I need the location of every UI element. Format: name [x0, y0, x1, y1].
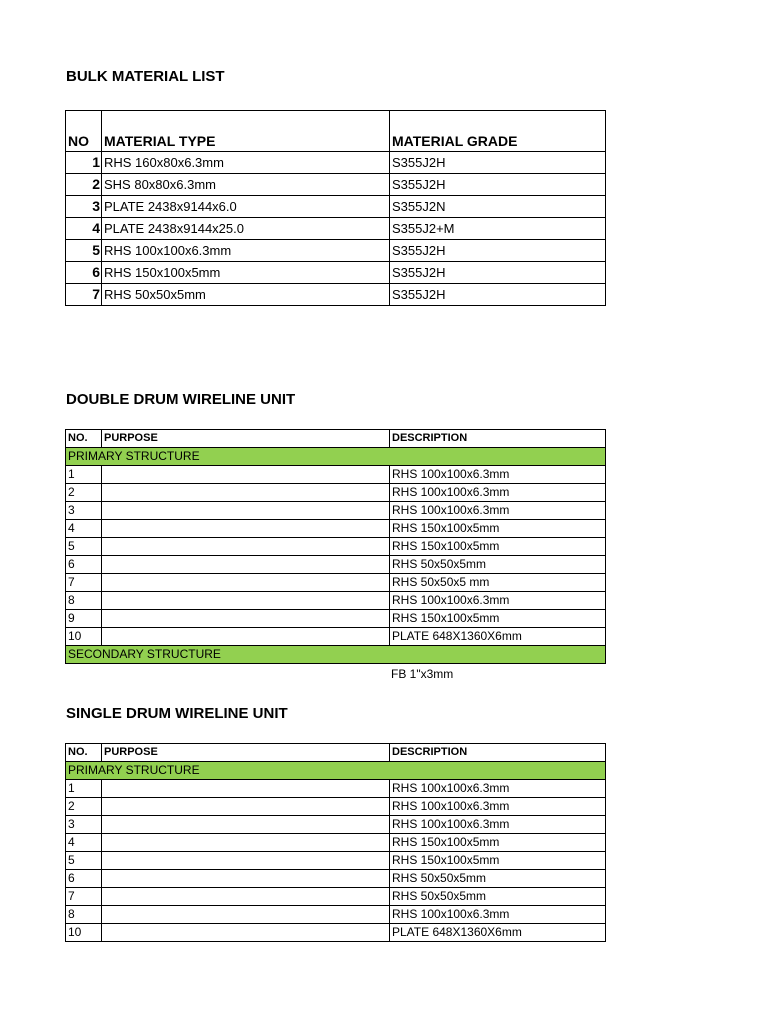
table-row: [66, 240, 606, 262]
row-number: 7: [66, 284, 102, 306]
table-row: [66, 888, 606, 906]
row-number: 2: [66, 484, 102, 502]
purpose-cell: [102, 484, 390, 502]
single-header-row: [66, 744, 606, 762]
material-grade-cell: S355J2+M: [390, 218, 606, 240]
row-number: 9: [66, 610, 102, 628]
row-number: 5: [66, 240, 102, 262]
description-cell: RHS 150x100x5mm: [390, 520, 606, 538]
description-cell: PLATE 648X1360X6mm: [390, 628, 606, 646]
row-number: 1: [66, 466, 102, 484]
row-number: 8: [66, 906, 102, 924]
header-purpose: PURPOSE: [102, 430, 390, 448]
purpose-cell: [102, 538, 390, 556]
purpose-cell: [102, 592, 390, 610]
material-type-cell: RHS 100x100x6.3mm: [102, 240, 390, 262]
section-row-primary: [66, 762, 606, 780]
table-row: [66, 152, 606, 174]
row-number: 7: [66, 888, 102, 906]
purpose-cell: [102, 574, 390, 592]
description-cell: RHS 50x50x5mm: [390, 888, 606, 906]
section-row-secondary: [66, 646, 606, 664]
row-number: 8: [66, 592, 102, 610]
primary-structure-label: PRIMARY STRUCTURE: [66, 762, 606, 780]
material-type-cell: RHS 150x100x5mm: [102, 262, 390, 284]
table-row: [66, 628, 606, 646]
single-drum-title: SINGLE DRUM WIRELINE UNIT: [66, 705, 288, 722]
row-number: 5: [66, 538, 102, 556]
description-cell: RHS 50x50x5mm: [390, 556, 606, 574]
purpose-cell: [102, 798, 390, 816]
row-number: 1: [66, 152, 102, 174]
description-cell: RHS 150x100x5mm: [390, 538, 606, 556]
row-number: 4: [66, 520, 102, 538]
material-grade-cell: S355J2H: [390, 262, 606, 284]
header-no: NO: [66, 111, 102, 152]
table-row: [66, 466, 606, 484]
purpose-cell: [102, 556, 390, 574]
table-row: [66, 174, 606, 196]
purpose-cell: [102, 924, 390, 942]
secondary-structure-label: SECONDARY STRUCTURE: [66, 646, 606, 664]
row-number: 4: [66, 218, 102, 240]
material-type-cell: RHS 50x50x5mm: [102, 284, 390, 306]
material-type-cell: SHS 80x80x6.3mm: [102, 174, 390, 196]
header-no: NO.: [66, 744, 102, 762]
purpose-cell: [102, 816, 390, 834]
description-cell: RHS 100x100x6.3mm: [390, 780, 606, 798]
description-cell: RHS 100x100x6.3mm: [390, 466, 606, 484]
purpose-cell: [102, 906, 390, 924]
description-cell: RHS 100x100x6.3mm: [390, 592, 606, 610]
purpose-cell: [102, 888, 390, 906]
row-number: 6: [66, 262, 102, 284]
material-grade-cell: S355J2H: [390, 152, 606, 174]
description-cell: RHS 50x50x5mm: [390, 870, 606, 888]
material-grade-cell: S355J2N: [390, 196, 606, 218]
purpose-cell: [102, 610, 390, 628]
material-grade-cell: S355J2H: [390, 174, 606, 196]
double-header-row: [66, 430, 606, 448]
header-description: DESCRIPTION: [390, 430, 606, 448]
table-row: [66, 816, 606, 834]
single-drum-table: [65, 743, 606, 942]
primary-structure-label: PRIMARY STRUCTURE: [66, 448, 606, 466]
table-row: [66, 196, 606, 218]
description-cell: RHS 100x100x6.3mm: [390, 816, 606, 834]
material-type-cell: PLATE 2438x9144x6.0: [102, 196, 390, 218]
row-number: 3: [66, 502, 102, 520]
row-number: 4: [66, 834, 102, 852]
row-number: 6: [66, 870, 102, 888]
description-cell: RHS 100x100x6.3mm: [390, 502, 606, 520]
row-number: 7: [66, 574, 102, 592]
section-row-primary: [66, 448, 606, 466]
description-cell: RHS 100x100x6.3mm: [390, 906, 606, 924]
purpose-cell: [102, 520, 390, 538]
bulk-header-row: [66, 111, 606, 152]
material-grade-cell: S355J2H: [390, 240, 606, 262]
row-number: 10: [66, 924, 102, 942]
table-row: [66, 574, 606, 592]
table-row: [66, 798, 606, 816]
material-grade-cell: S355J2H: [390, 284, 606, 306]
table-row: [66, 870, 606, 888]
secondary-item: FB 1"x3mm: [391, 667, 454, 681]
bulk-material-title: BULK MATERIAL LIST: [66, 68, 225, 85]
table-row: [66, 484, 606, 502]
table-row: [66, 834, 606, 852]
description-cell: RHS 100x100x6.3mm: [390, 484, 606, 502]
table-row: [66, 284, 606, 306]
row-number: 3: [66, 196, 102, 218]
material-type-cell: PLATE 2438x9144x25.0: [102, 218, 390, 240]
table-row: [66, 502, 606, 520]
material-type-cell: RHS 160x80x6.3mm: [102, 152, 390, 174]
table-row: [66, 556, 606, 574]
header-description: DESCRIPTION: [390, 744, 606, 762]
description-cell: PLATE 648X1360X6mm: [390, 924, 606, 942]
header-purpose: PURPOSE: [102, 744, 390, 762]
purpose-cell: [102, 780, 390, 798]
bulk-material-table: [65, 110, 606, 306]
description-cell: RHS 50x50x5 mm: [390, 574, 606, 592]
table-row: [66, 262, 606, 284]
double-drum-title: DOUBLE DRUM WIRELINE UNIT: [66, 391, 296, 408]
row-number: 2: [66, 798, 102, 816]
purpose-cell: [102, 466, 390, 484]
description-cell: RHS 150x100x5mm: [390, 610, 606, 628]
purpose-cell: [102, 834, 390, 852]
description-cell: RHS 100x100x6.3mm: [390, 798, 606, 816]
table-row: [66, 852, 606, 870]
purpose-cell: [102, 870, 390, 888]
table-row: [66, 538, 606, 556]
table-row: [66, 592, 606, 610]
row-number: 5: [66, 852, 102, 870]
row-number: 2: [66, 174, 102, 196]
table-row: [66, 218, 606, 240]
description-cell: RHS 150x100x5mm: [390, 834, 606, 852]
row-number: 1: [66, 780, 102, 798]
purpose-cell: [102, 628, 390, 646]
table-row: [66, 520, 606, 538]
table-row: [66, 610, 606, 628]
header-no: NO.: [66, 430, 102, 448]
purpose-cell: [102, 852, 390, 870]
description-cell: RHS 150x100x5mm: [390, 852, 606, 870]
purpose-cell: [102, 502, 390, 520]
table-row: [66, 906, 606, 924]
double-drum-table: [65, 429, 606, 664]
header-material-grade: MATERIAL GRADE: [390, 111, 606, 152]
row-number: 3: [66, 816, 102, 834]
row-number: 6: [66, 556, 102, 574]
header-material-type: MATERIAL TYPE: [102, 111, 390, 152]
row-number: 10: [66, 628, 102, 646]
table-row: [66, 924, 606, 942]
table-row: [66, 780, 606, 798]
